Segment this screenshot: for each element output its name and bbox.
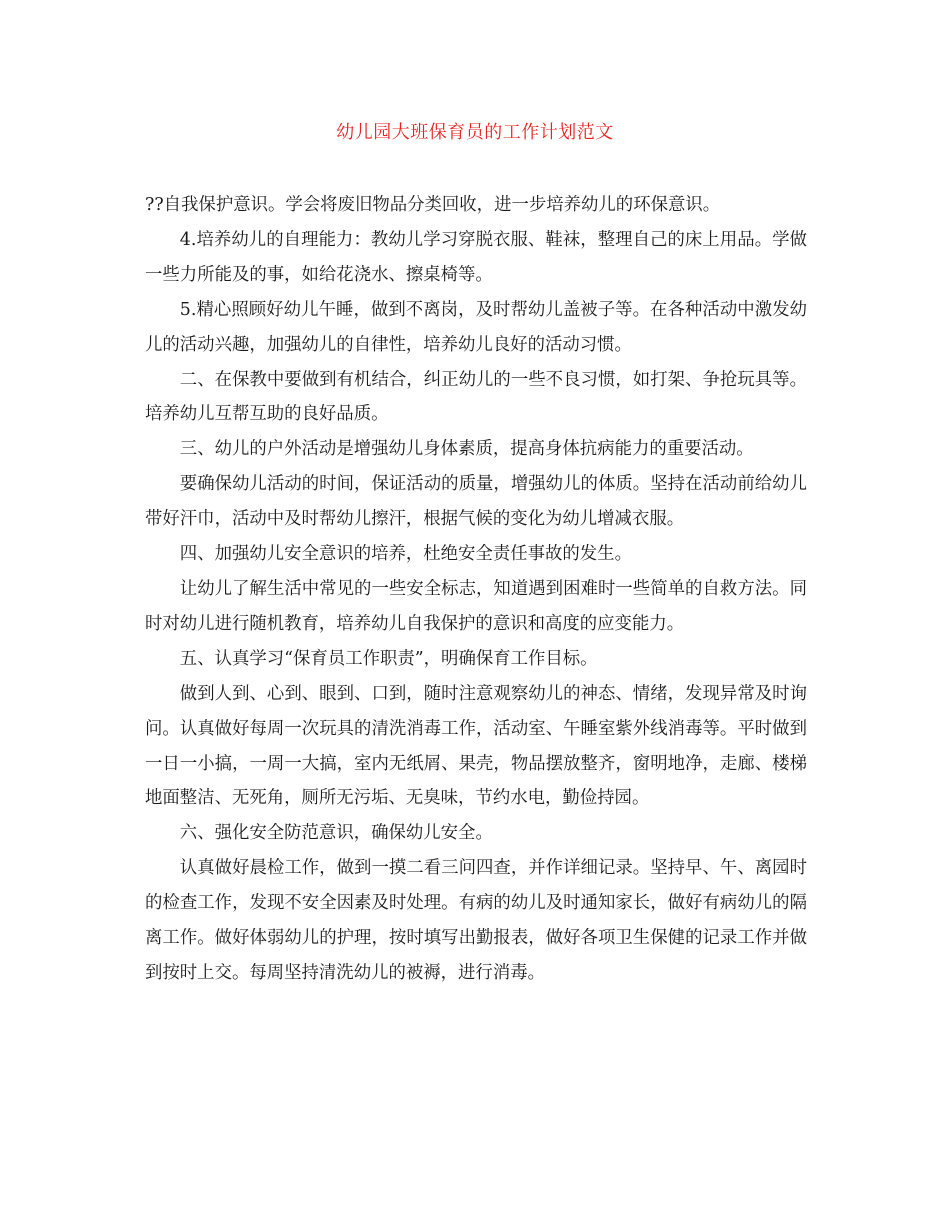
document-title: 幼儿园大班保育员的工作计划范文 [336, 122, 614, 143]
paragraph: 六、强化安全防范意识，确保幼儿安全。 [179, 823, 493, 844]
paragraph: 做到人到、心到、眼到、口到，随时注意观察幼儿的神态、情绪，发现异常及时询问。认真做好每周一次玩具的清洗消毒工作，活动室、午睡室紫外线消毒等。平时做到一日一小搞，一周一大搞，室内无纸屑、果壳，物品摆放整齐，窗明地净，走廊、楼梯地面整洁、无死角，厕所无污垢、无臭味，节约水电，勤俭持园。 [145, 683, 807, 809]
paragraph: 5.精心照顾好幼儿午睡，做到不离岗，及时帮幼儿盖被子等。在各种活动中激发幼儿的活动兴趣，加强幼儿的自律性，培养幼儿良好的活动习惯。 [145, 299, 807, 355]
paragraph: 三、幼儿的户外活动是增强幼儿身体素质，提高身体抗病能力的重要活动。 [179, 439, 754, 460]
paragraph: 让幼儿了解生活中常见的一些安全标志，知道遇到困难时一些简单的自救方法。同时对幼儿进行随机教育，培养幼儿自我保护的意识和高度的应变能力。 [145, 578, 807, 634]
paragraph: 认真做好晨检工作，做到一摸二看三问四查，并作详细记录。坚持早、午、离园时的检查工作，发现不安全因素及时处理。有病的幼儿及时通知家长，做好有病幼儿的隔离工作。做好体弱幼儿的护理，按时填写出勤报表，做好各项卫生保健的记录工作并做到按时上交。每周坚持清洗幼儿的被褥，进行消毒。 [145, 858, 807, 983]
paragraph: ??自我保护意识。学会将废旧物品分类回收，进一步培养幼儿的环保意识。 [145, 195, 721, 215]
paragraph: 二、在保教中要做到有机结合，纠正幼儿的一些不良习惯，如打架、争抢玩具等。培养幼儿互帮互助的良好品质。 [145, 369, 807, 425]
document-body [145, 188, 807, 991]
paragraph: 要确保幼儿活动的时间，保证活动的质量，增强幼儿的体质。坚持在活动前给幼儿带好汗巾，活动中及时帮幼儿擦汗，根据气候的变化为幼儿增减衣服。 [145, 474, 807, 530]
paragraph: 4.培养幼儿的自理能力：教幼儿学习穿脱衣服、鞋袜，整理自己的床上用品。学做一些力所能及的事，如给花浇水、擦桌椅等。 [145, 229, 807, 285]
paragraph: 四、加强幼儿安全意识的培养，杜绝安全责任事故的发生。 [179, 544, 632, 565]
paragraph: 五、认真学习“保育员工作职责”，明确保育工作目标。 [179, 648, 598, 669]
